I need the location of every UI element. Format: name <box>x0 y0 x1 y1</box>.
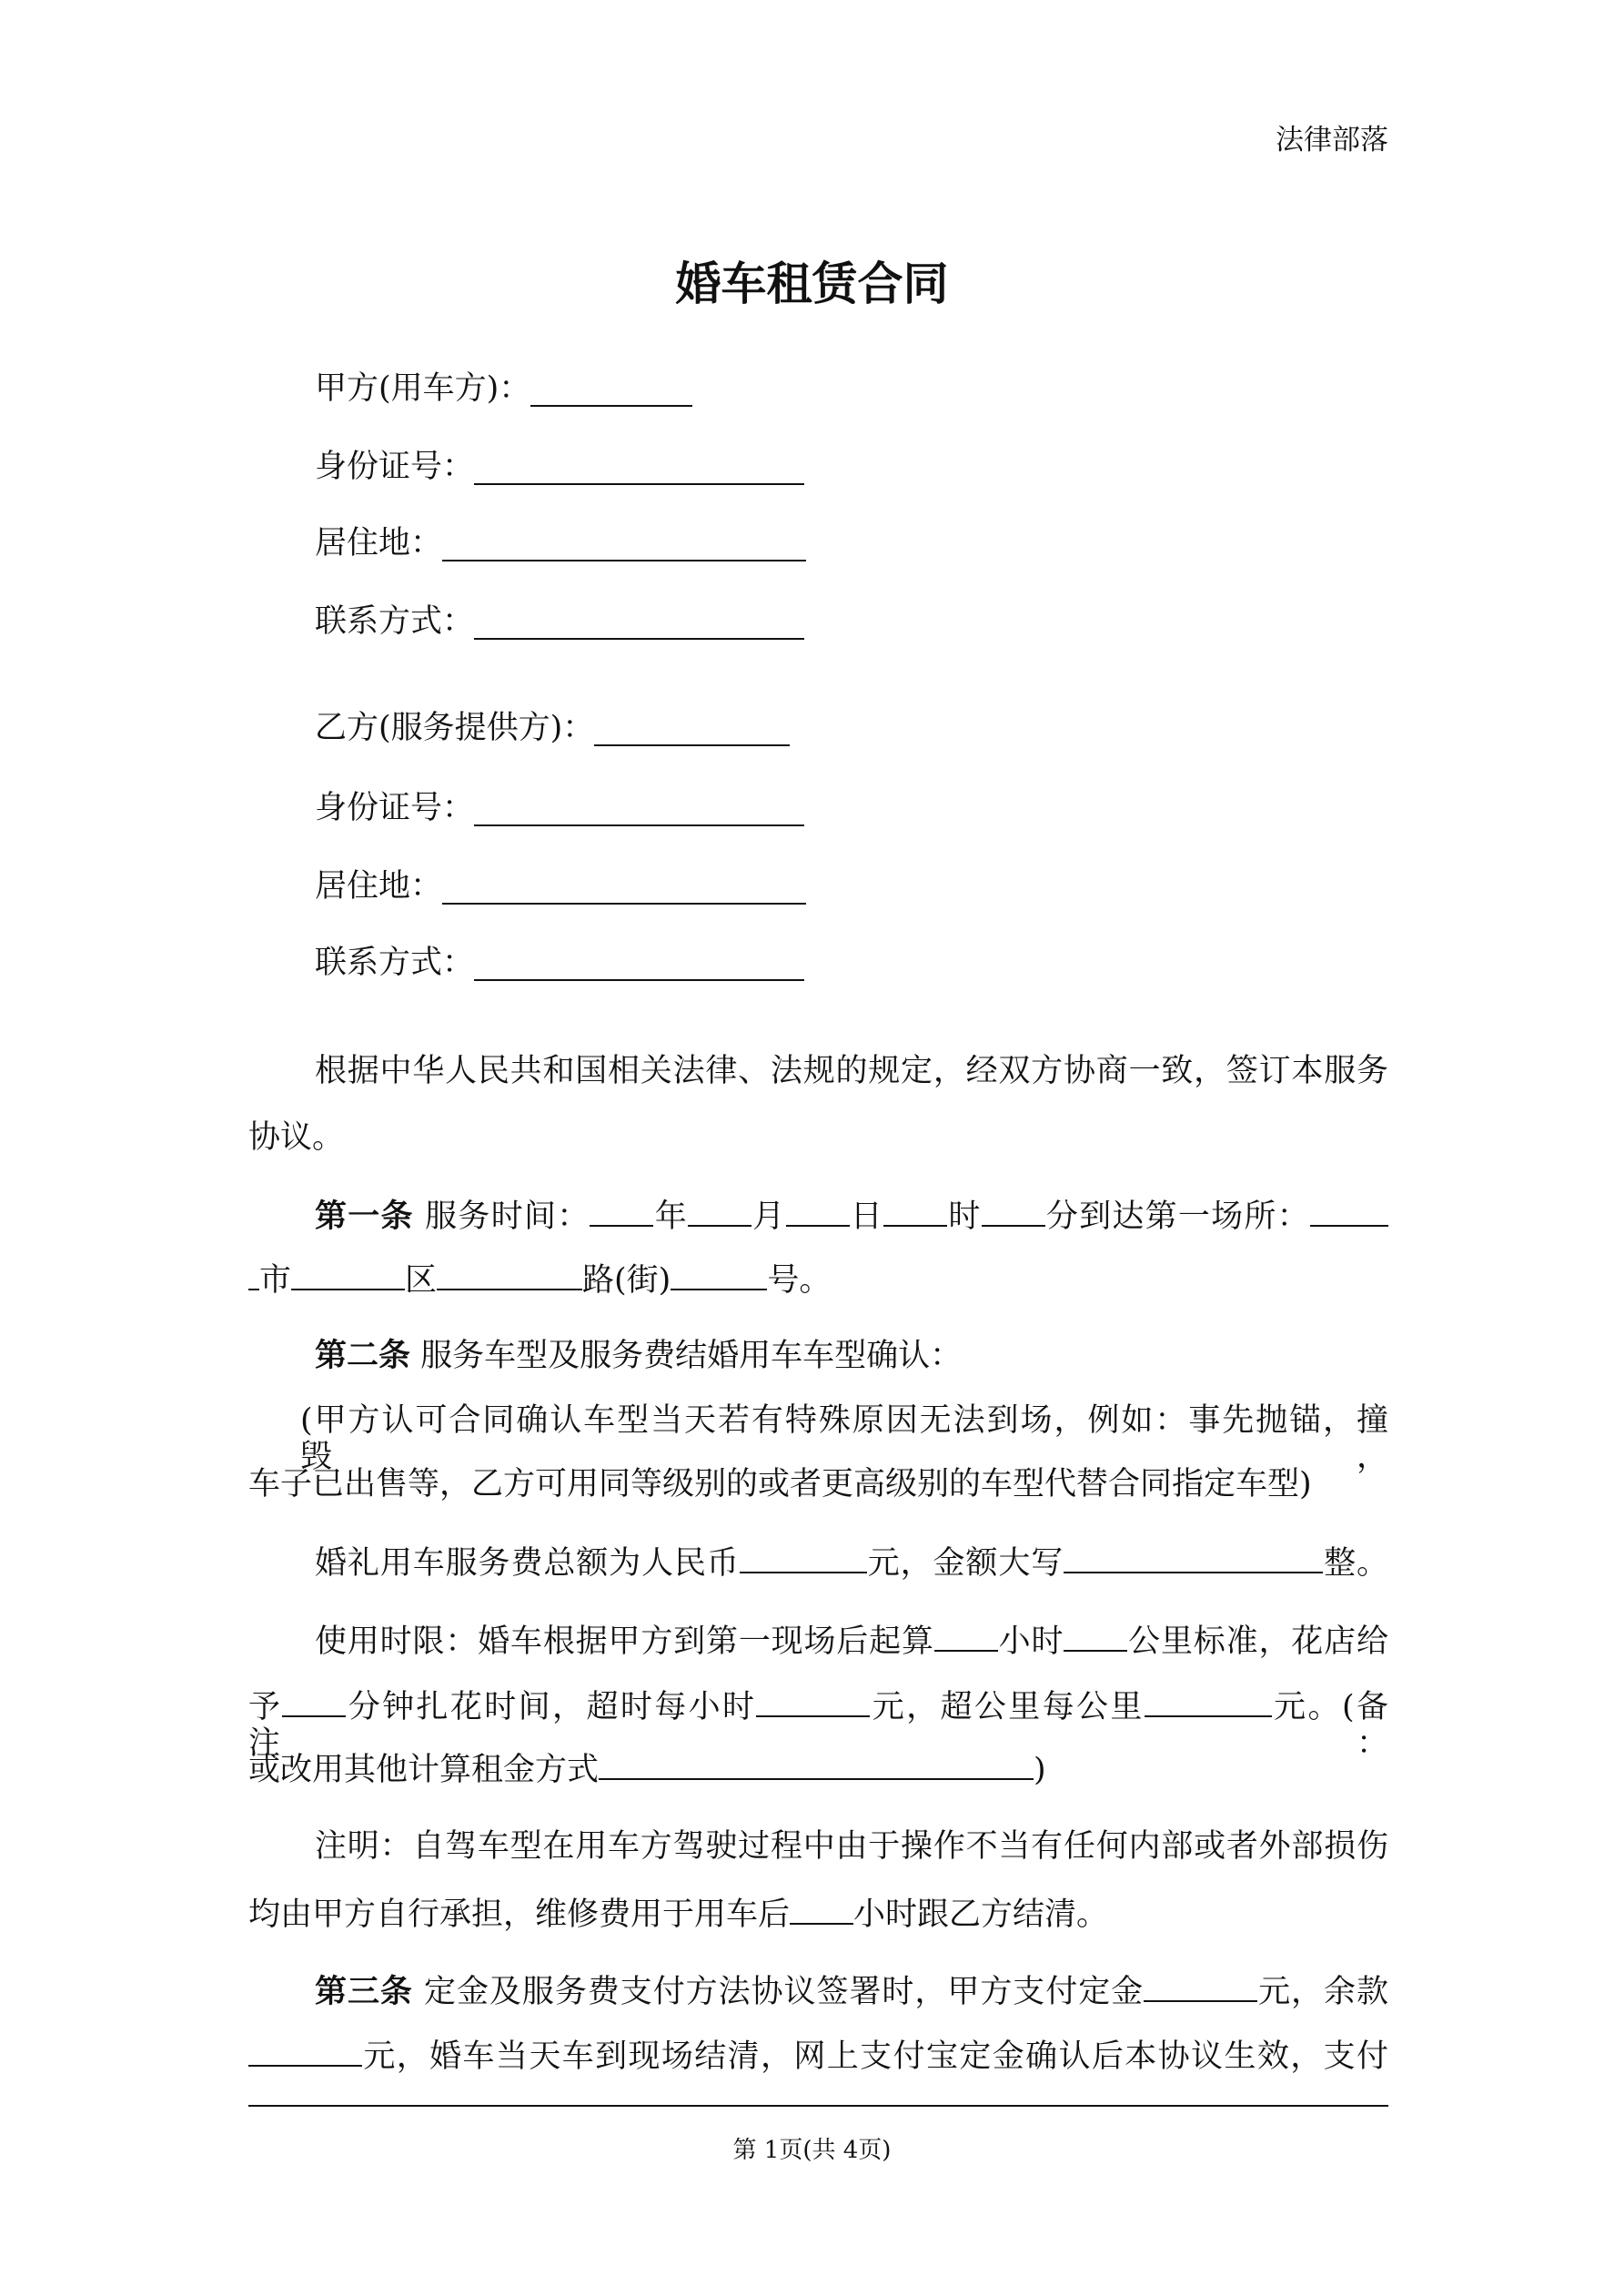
district-blank[interactable] <box>437 1261 582 1290</box>
party-b-id-label: 身份证号： <box>315 790 475 826</box>
city-blank-lead[interactable] <box>248 1261 259 1290</box>
hours-blank[interactable] <box>934 1623 998 1652</box>
text: 市 <box>259 1262 292 1299</box>
road-blank[interactable] <box>671 1261 767 1290</box>
party-b-address-label: 居住地： <box>315 868 443 905</box>
place-blank[interactable] <box>1310 1198 1388 1227</box>
text: 区 <box>405 1262 438 1299</box>
month-blank[interactable] <box>688 1198 751 1227</box>
article-3-line-2 <box>248 2038 1388 2075</box>
settle-hours-blank[interactable] <box>790 1896 853 1925</box>
text: 时 <box>947 1199 982 1235</box>
preamble-line-1: 根据中华人民共和国相关法律、法规的规定，经双方协商一致，签订本服务 <box>315 1053 1388 1089</box>
party-a-id-row <box>315 449 804 485</box>
text: 分钟扎花时间，超时每小时 <box>346 1689 757 1725</box>
city-blank[interactable] <box>291 1261 405 1290</box>
party-b-name-blank[interactable] <box>594 717 790 746</box>
party-a-id-label: 身份证号： <box>315 449 475 485</box>
party-a-contact-label: 联系方式： <box>315 603 475 640</box>
text: 公里标准，花店给 <box>1127 1623 1388 1660</box>
text: 婚礼用车服务费总额为人民币 <box>315 1545 740 1582</box>
flower-minutes-blank[interactable] <box>282 1688 346 1717</box>
text: 小时 <box>997 1623 1064 1660</box>
balance-blank[interactable] <box>248 2038 362 2067</box>
km-blank[interactable] <box>1064 1623 1127 1652</box>
overtime-rate-blank[interactable] <box>756 1688 870 1717</box>
minute-blank[interactable] <box>982 1198 1045 1227</box>
text: 日 <box>849 1199 884 1235</box>
fee-words-blank[interactable] <box>1064 1544 1323 1573</box>
article-1-line-1 <box>248 1198 1388 1235</box>
hour-blank[interactable] <box>883 1198 947 1227</box>
party-b-contact-row <box>315 945 804 981</box>
party-a-name-blank[interactable] <box>530 378 692 407</box>
deposit-blank[interactable] <box>1144 1973 1257 2002</box>
party-a-address-row <box>315 525 806 561</box>
article-2-line-1 <box>248 1338 1388 1374</box>
text: 服务时间： <box>425 1199 590 1235</box>
text: 元，金额大写 <box>866 1545 1064 1582</box>
party-b-address-blank[interactable] <box>442 875 806 905</box>
article-2-heading: 第二条 <box>315 1337 411 1374</box>
text: 年 <box>653 1199 689 1235</box>
article-1-line-2 <box>248 1261 1388 1299</box>
limit-line-1 <box>248 1623 1388 1660</box>
text: 元。(备注： <box>248 1689 1388 1762</box>
article-1-heading: 第一条 <box>315 1198 414 1235</box>
text: 分到达第一场所： <box>1044 1199 1310 1235</box>
article-3-line-1 <box>248 1973 1388 2010</box>
overkm-rate-blank[interactable] <box>1145 1688 1272 1717</box>
fee-amount-blank[interactable] <box>740 1544 867 1573</box>
text: 小时跟乙方结清。 <box>853 1896 1109 1933</box>
party-a-role-label: 甲方(用车方)： <box>315 370 531 407</box>
text: 使用时限：婚车根据甲方到第一现场后起算 <box>315 1623 934 1660</box>
text: 服务车型及服务费结婚用车车型确认： <box>420 1338 963 1374</box>
article-2-note-2: 车子已出售等，乙方可用同等级别的或者更高级别的车型代替合同指定车型) <box>248 1466 1312 1502</box>
party-b-role-label: 乙方(服务提供方)： <box>315 710 595 746</box>
fee-line <box>248 1544 1388 1582</box>
preamble-line-2: 协议。 <box>248 1119 345 1156</box>
document-title: 婚车租赁合同 <box>675 257 949 310</box>
party-a-address-blank[interactable] <box>442 532 806 561</box>
text: 或改用其他计算租金方式 <box>248 1752 600 1788</box>
article-2-note-1: (甲方认可合同确认车型当天若有特殊原因无法到场，例如：事先抛锚，撞毁， <box>300 1402 1388 1475</box>
party-a-address-label: 居住地： <box>315 525 443 561</box>
article-3-heading: 第三条 <box>315 1973 413 2010</box>
day-blank[interactable] <box>786 1198 850 1227</box>
party-b-id-blank[interactable] <box>474 797 804 826</box>
text: 均由甲方自行承担，维修费用于用车后 <box>248 1896 791 1933</box>
page-number: 第 1页(共 4页) <box>732 2137 892 2164</box>
party-b-contact-label: 联系方式： <box>315 945 475 981</box>
text: 定金及服务费支付方法协议签署时，甲方支付定金 <box>423 1974 1145 2010</box>
text: 元，婚车当天车到现场结清，网上支付宝定金确认后本协议生效，支付 <box>362 2038 1388 2075</box>
text: ) <box>1034 1752 1046 1788</box>
text: 号。 <box>767 1262 832 1299</box>
text: 予 <box>248 1689 283 1725</box>
party-a-role-row <box>315 370 692 407</box>
footer-divider <box>248 2105 1388 2107</box>
year-blank[interactable] <box>590 1198 653 1227</box>
text: 元，超公里每公里 <box>870 1689 1145 1725</box>
party-b-role-row <box>315 710 790 746</box>
party-b-contact-blank[interactable] <box>474 952 804 981</box>
party-b-address-row <box>315 868 806 905</box>
party-a-contact-blank[interactable] <box>474 611 804 640</box>
header-brand: 法律部落 <box>1276 124 1388 157</box>
remark-line-2 <box>248 1896 1388 1933</box>
text: 整。 <box>1323 1545 1388 1582</box>
party-a-contact-row <box>315 603 804 640</box>
remark-line-1: 注明：自驾车型在用车方驾驶过程中由于操作不当有任何内部或者外部损伤 <box>315 1828 1388 1865</box>
limit-line-3 <box>248 1751 1388 1788</box>
text: 月 <box>751 1199 786 1235</box>
other-method-blank[interactable] <box>599 1751 1034 1780</box>
party-b-id-row <box>315 790 804 826</box>
text: 路(街) <box>582 1262 671 1299</box>
party-a-id-blank[interactable] <box>474 456 804 485</box>
text: 元，余款 <box>1257 1974 1388 2010</box>
